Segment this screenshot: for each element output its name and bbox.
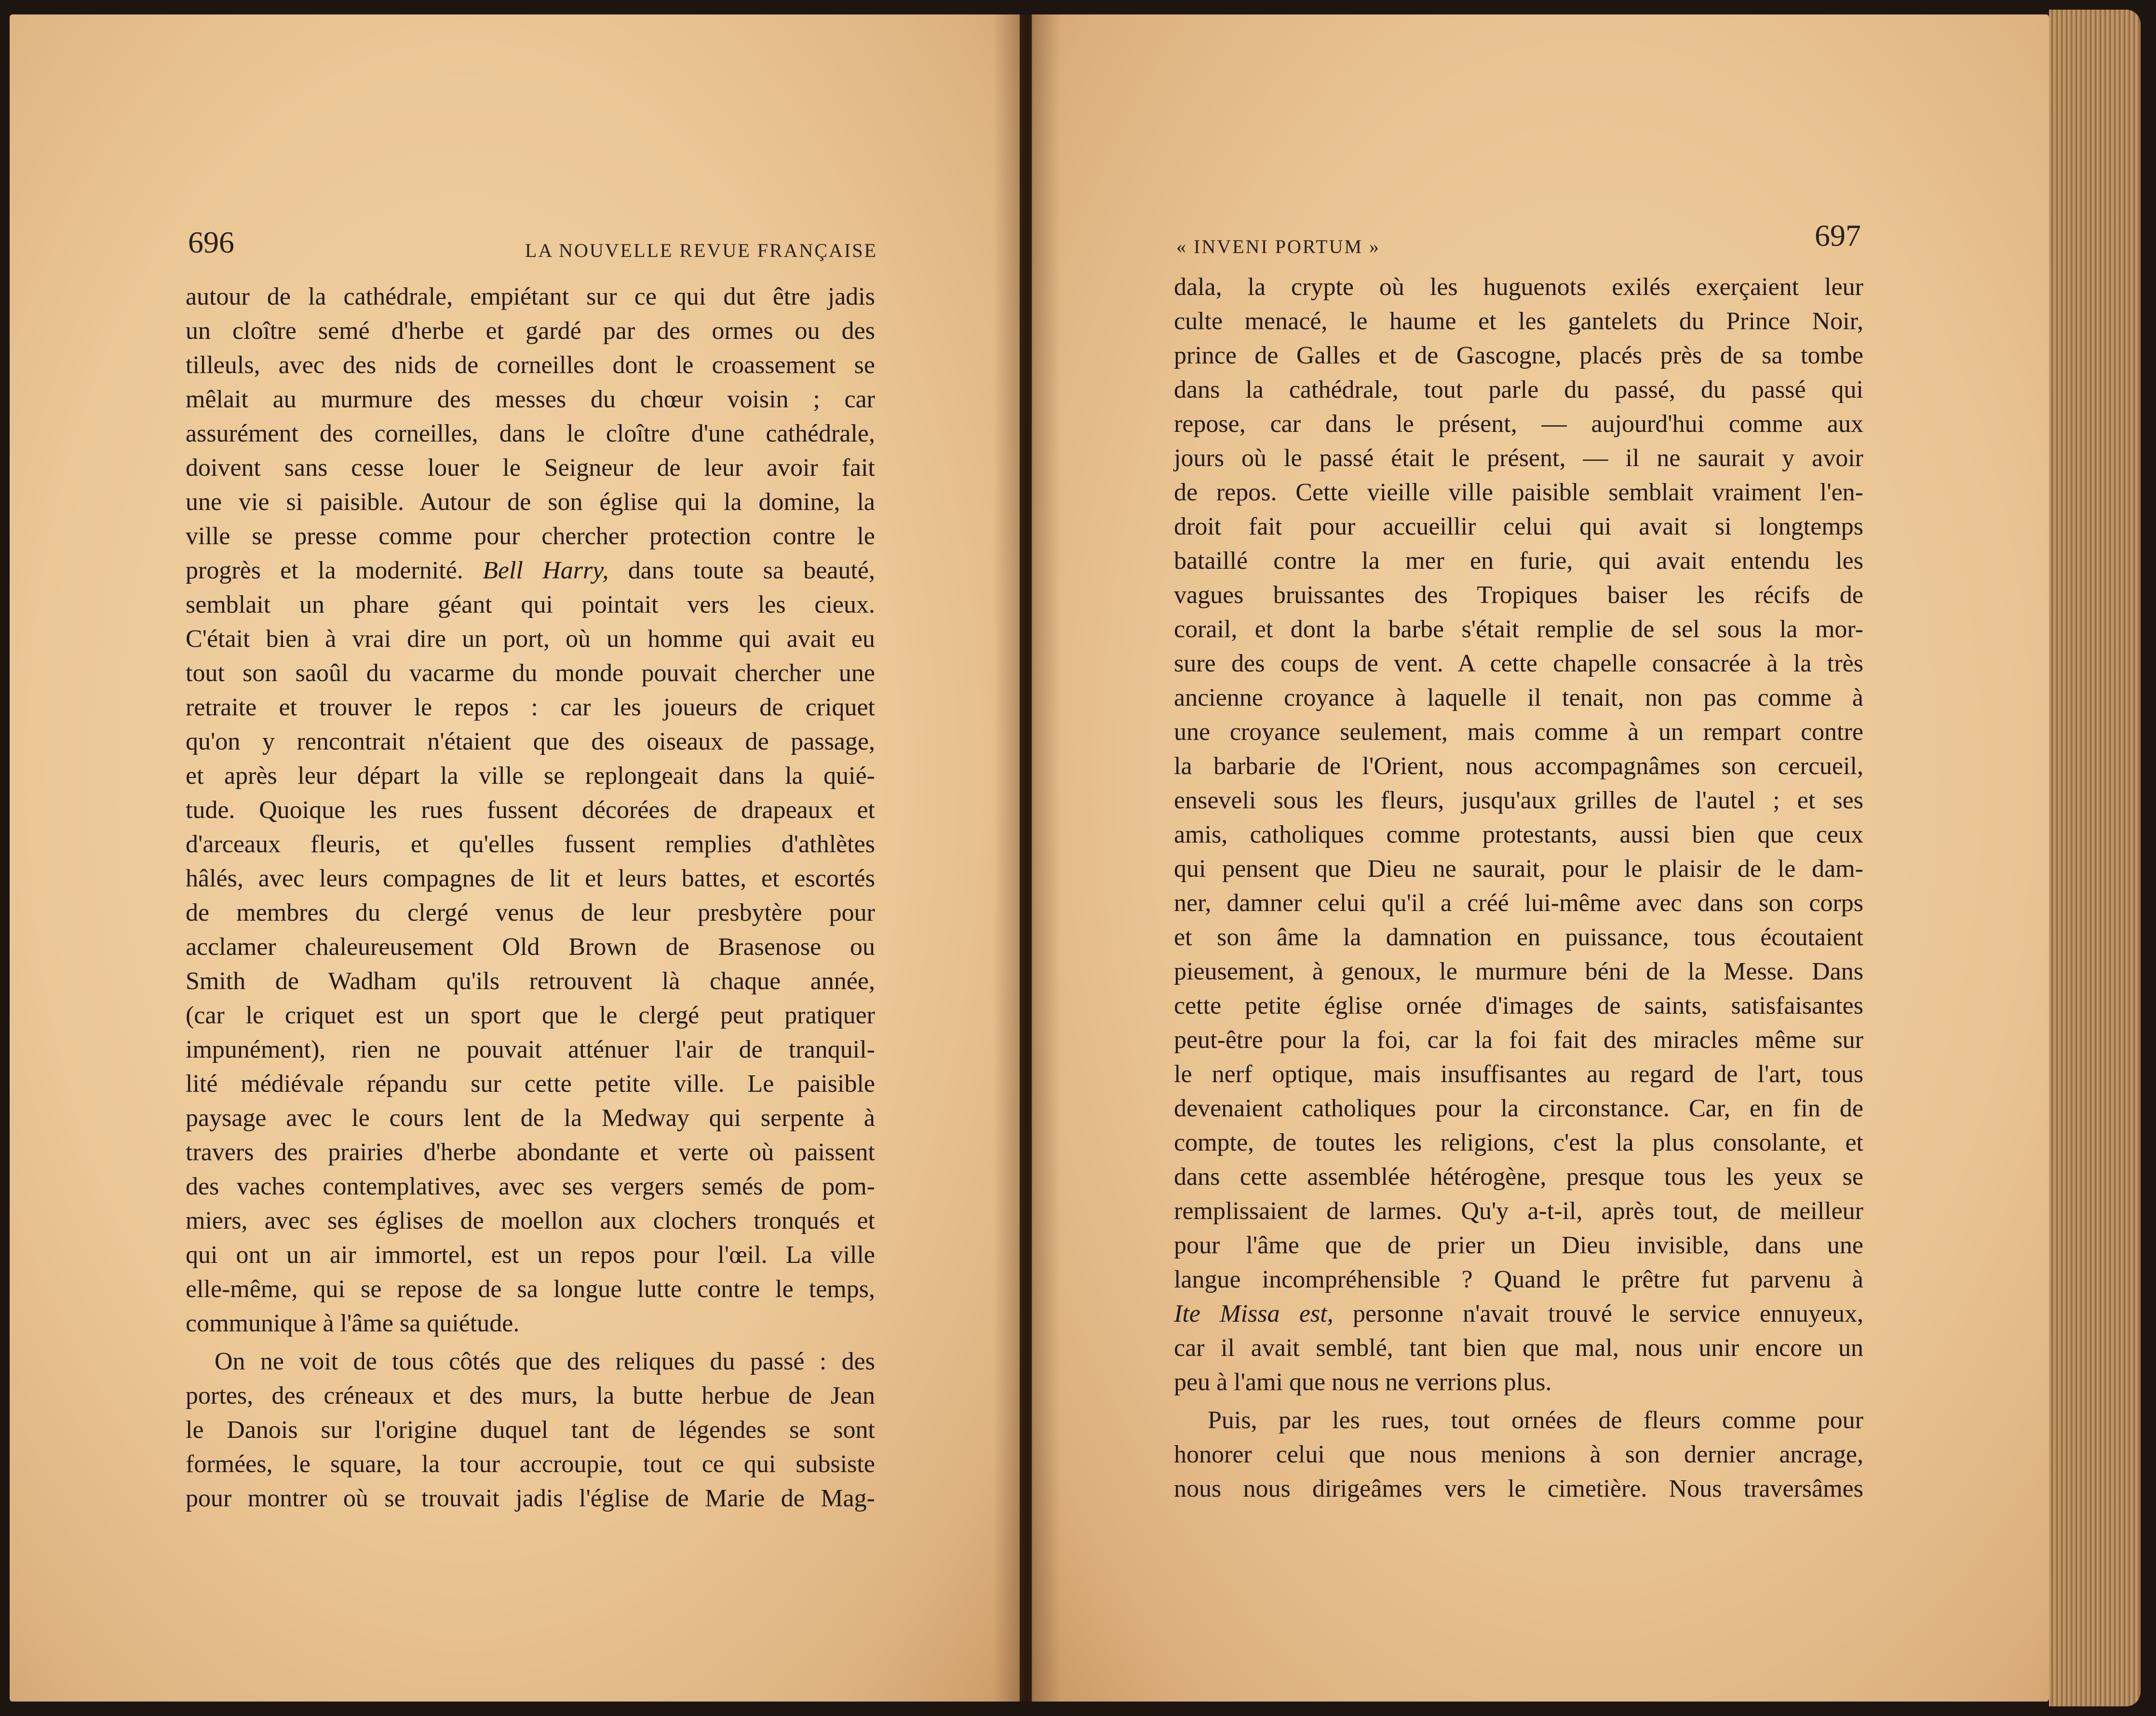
text-line: un cloître semé d'herbe et gardé par des ormes ou des [186,317,875,345]
text-line: vagues bruissantes des Tropiques baiser les récifs de [1174,581,1863,609]
text-line: dans cette assemblée hétérogène, presque tous les yeux se [1174,1163,1863,1191]
text-line: pieusement, à genoux, le murmure béni de la Messe. Dans [1174,958,1863,985]
text-line: hâlés, avec leurs compagnes de lit et leurs battes, et escortés [186,865,875,892]
text-line: qui ont un air immortel, est un repos pour l'œil. La ville [186,1241,875,1269]
text-line: une vie si paisible. Autour de son église qui la domine, la [186,488,875,516]
text-line: On ne voit de tous côtés que des reliques du passé : des [215,1348,875,1375]
text-line: peu à l'ami que nous ne verrions plus. [1174,1368,1552,1396]
text-line: devenaient catholiques pour la circonstance. Car, en fin de [1174,1095,1863,1122]
text-line: droit fait pour accueillir celui qui avait si longtemps [1174,513,1863,540]
text-line: dans la cathédrale, tout parle du passé, du passé qui [1174,376,1863,403]
text-line: ner, damner celui qu'il a créé lui-même avec dans son corps [1174,889,1863,917]
text-line: le nerf optique, mais insuffisantes au regard de l'art, tous [1174,1060,1863,1088]
text-line: nous nous dirigeâmes vers le cimetière. Nous traversâmes [1174,1475,1863,1502]
article-title: « INVENI PORTUM » [1176,236,1381,257]
text-line: pour montrer où se trouvait jadis l'église de Marie de Mag- [186,1485,875,1512]
text-line: enseveli sous les fleurs, jusqu'aux grilles de l'autel ; et ses [1174,787,1863,814]
text-line: tude. Quoique les rues fussent décorées de drapeaux et [186,796,875,824]
text-line: paysage avec le cours lent de la Medway qui serpente à [186,1104,875,1132]
text-line: des vaches contemplatives, avec ses vergers semés de pom- [186,1173,875,1200]
text-line: de repos. Cette vieille ville paisible semblait vraiment l'en- [1174,479,1863,506]
text-line: bataillé contre la mer en furie, qui avait entendu les [1174,547,1863,575]
text-line: ville se presse comme pour chercher protection contre le [186,523,875,550]
page-number-right: 697 [1815,218,1861,253]
text-line: de membres du clergé venus de leur presbytère pour [186,899,875,926]
book-gutter [993,14,1061,1702]
text-line: tilleuls, avec des nids de corneilles dont le croassement se [186,351,875,379]
text-line: mêlait au murmure des messes du chœur voisin ; car [186,386,875,413]
text-line: communique à l'âme sa quiétude. [186,1310,520,1337]
text-line: pour l'âme que de prier un Dieu invisible, dans une [1174,1232,1863,1259]
text-line: C'était bien à vrai dire un port, où un homme qui avait eu [186,625,875,653]
italic-text: Ite Missa est, [1174,1300,1334,1327]
text-line: culte menacé, le haume et les gantelets du Prince Noir, [1174,308,1863,335]
text-line: Puis, par les rues, tout ornées de fleurs comme pour [1208,1407,1863,1434]
text-line: jours où le passé était le présent, — il ne saurait y avoir [1174,444,1863,472]
text-line: cette petite église ornée d'images de saints, satisfaisantes [1174,992,1863,1019]
text-line: formées, le square, la tour accroupie, tout ce qui subsiste [186,1450,875,1478]
text-line: une croyance seulement, mais comme à un rempart contre [1174,718,1863,746]
text-line: peut-être pour la foi, car la foi fait des miracles même sur [1174,1026,1863,1054]
line-segment: progrès et la modernité. [186,557,483,584]
text-line: qui pensent que Dieu ne saurait, pour le plaisir de le dam- [1174,855,1863,883]
text-line: Smith de Wadham qu'ils retrouvent là chaque année, [186,967,875,995]
text-line: honorer celui que nous menions à son dernier ancrage, [1174,1441,1863,1468]
line-segment: personne n'avait trouvé le service ennuyeux, [1333,1300,1863,1327]
text-line: tout son saoûl du vacarme du monde pouvait chercher une [186,659,875,687]
text-line: portes, des créneaux et des murs, la butte herbue de Jean [186,1382,875,1409]
text-line: autour de la cathédrale, empiétant sur ce qui dut être jadis [186,283,875,310]
text-line: repose, car dans le présent, — aujourd'hui comme aux [1174,410,1863,438]
text-line: prince de Galles et de Gascogne, placés près de sa tombe [1174,342,1863,369]
text-line: impunément), rien ne pouvait atténuer l'air de tranquil- [186,1036,875,1063]
text-line: amis, catholiques comme protestants, aussi bien que ceux [1174,821,1863,848]
text-line: miers, avec ses églises de moellon aux clochers tronqués et [186,1207,875,1234]
text-line [186,553,875,588]
text-line: car il avait semblé, tant bien que mal, nous unir encore un [1174,1334,1863,1362]
text-line: semblait un phare géant qui pointait vers les cieux. [186,591,875,618]
text-line: travers des prairies d'herbe abondante et verte où paissent [186,1139,875,1166]
text-line: (car le criquet est un sport que le clergé peut pratiquer [186,1002,875,1029]
text-line: lité médiévale répandu sur cette petite ville. Le paisible [186,1070,875,1098]
text-line: et après leur départ la ville se replongeait dans la quié- [186,762,875,790]
text-line: remplissaient de larmes. Qu'y a-t-il, après tout, de meilleur [1174,1197,1863,1225]
text-line: d'arceaux fleuris, et qu'elles fussent remplies d'athlètes [186,831,875,858]
text-line: et son âme la damnation en puissance, tous écoutaient [1174,924,1863,951]
text-line: retraite et trouver le repos : car les joueurs de criquet [186,694,875,721]
line-segment: dans toute sa beauté, [608,557,875,584]
text-line: qu'on y rencontrait n'étaient que des oiseaux de passage, [186,728,875,755]
text-line: le Danois sur l'origine duquel tant de légendes se sont [186,1416,875,1444]
text-line: assurément des corneilles, dans le cloître d'une cathédrale, [186,420,875,447]
left-running-head [188,225,877,260]
page-edges [2049,10,2141,1706]
page-number-left: 696 [188,225,234,259]
text-line: acclamer chaleureusement Old Brown de Brasenose ou [186,933,875,961]
text-line: ancienne croyance à laquelle il tenait, non pas comme à [1174,684,1863,711]
text-line: corail, et dont la barbe s'était remplie de sel sous la mor- [1174,616,1863,643]
text-line: doivent sans cesse louer le Seigneur de leur avoir fait [186,454,875,482]
text-line: dala, la crypte où les huguenots exilés exerçaient leur [1174,273,1863,301]
italic-text: Bell Harry, [483,557,609,584]
text-line: langue incompréhensible ? Quand le prêtre fut parvenu à [1174,1266,1863,1293]
text-line: compte, de toutes les religions, c'est la plus consolante, et [1174,1129,1863,1156]
text-line: la barbarie de l'Orient, nous accompagnâmes son cercueil, [1174,752,1863,780]
text-line: sure des coups de vent. A cette chapelle consacrée à la très [1174,650,1863,677]
journal-title: LA NOUVELLE REVUE FRANÇAISE [525,240,877,261]
text-line [1174,1297,1863,1331]
text-line: elle-même, qui se repose de sa longue lutte contre le temps, [186,1275,875,1303]
